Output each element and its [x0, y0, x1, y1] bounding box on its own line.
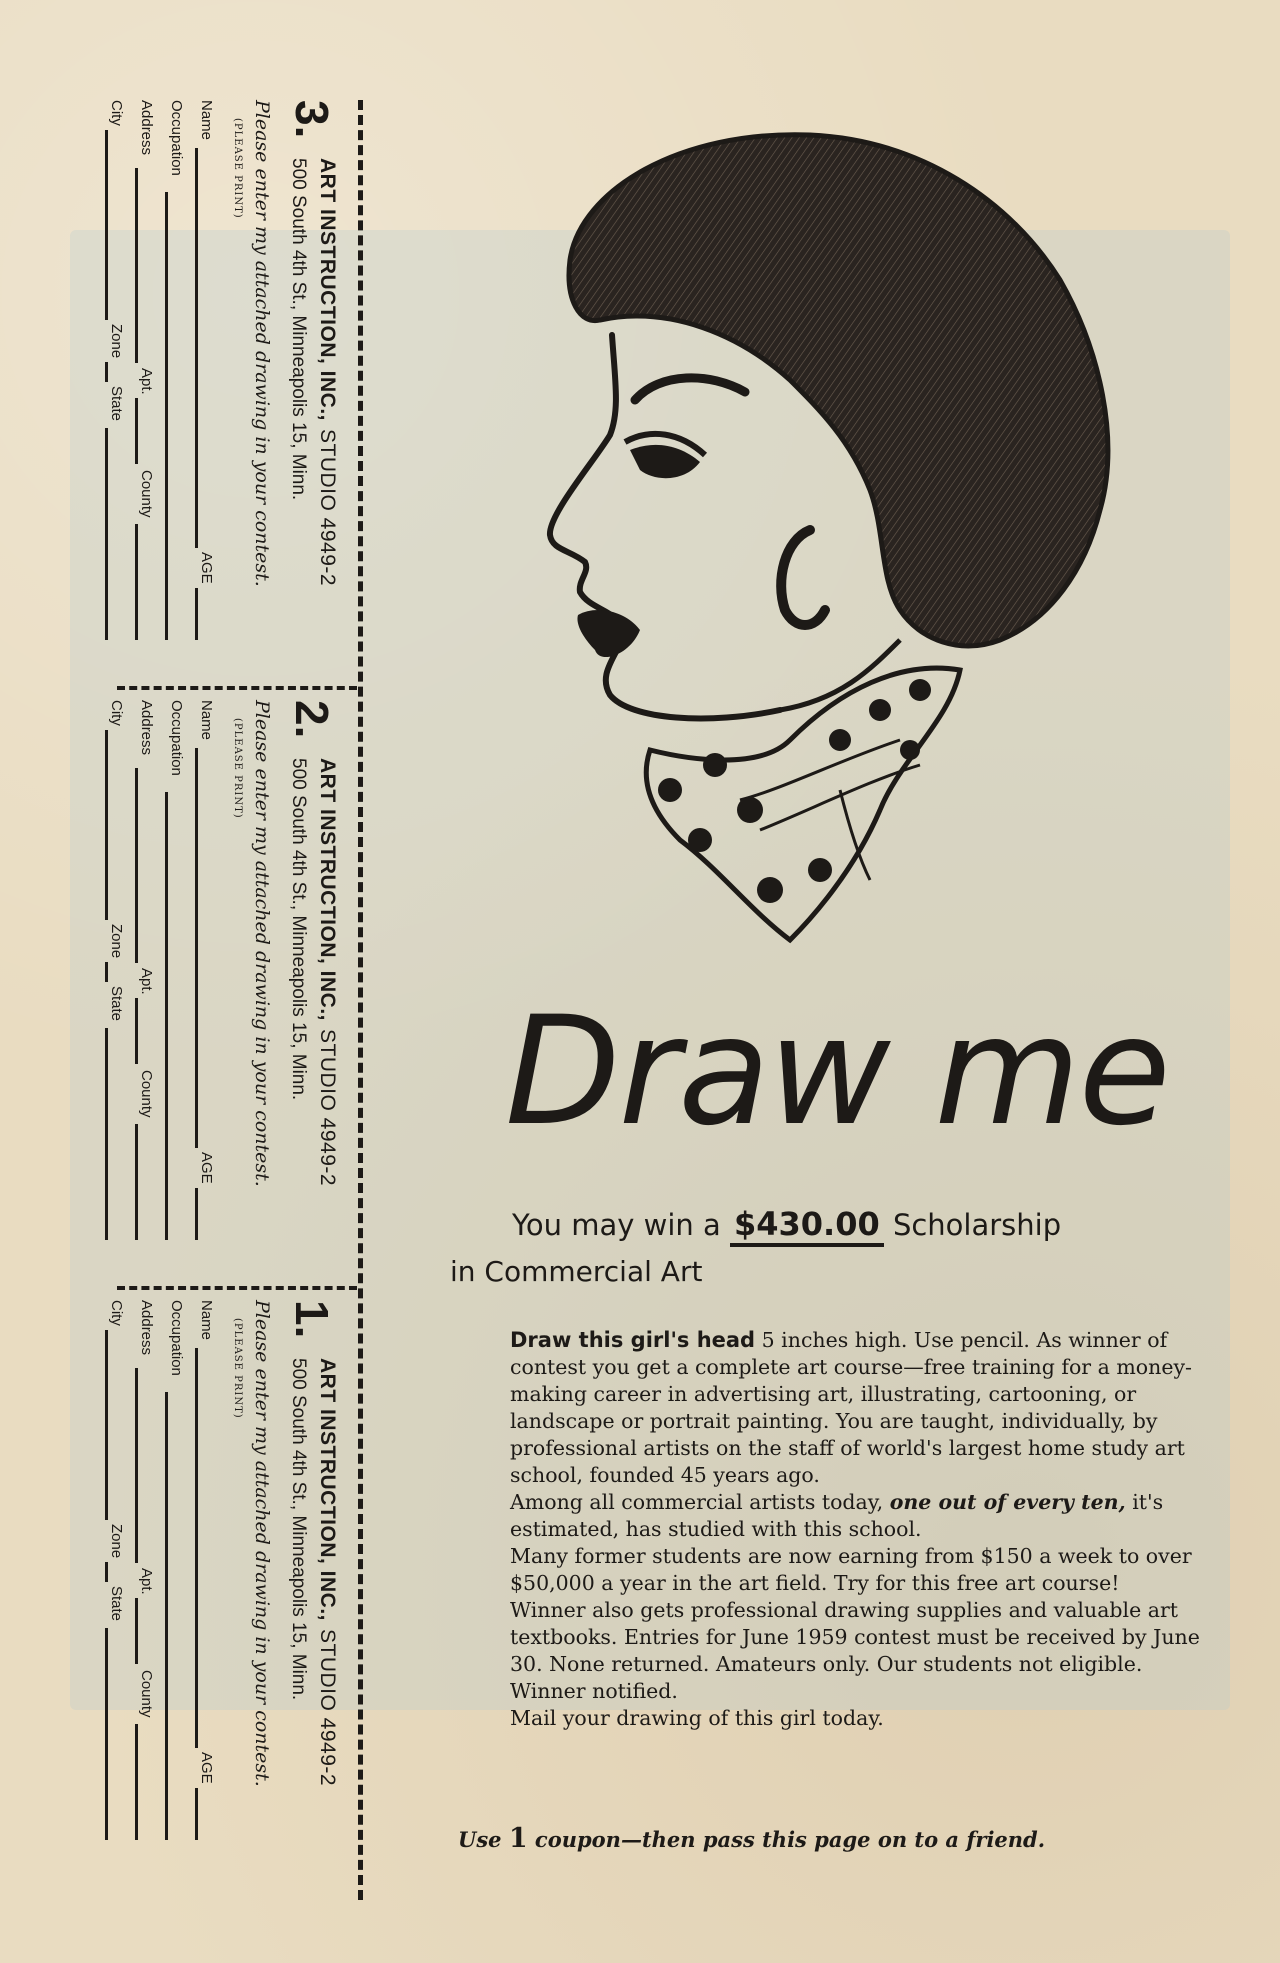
- state-label: State: [108, 386, 125, 422]
- footer-note: [458, 1823, 1045, 1854]
- address-label: Address: [138, 100, 155, 156]
- zone-line[interactable]: [105, 1562, 108, 1582]
- address-label: Address: [138, 700, 155, 756]
- body-paragraph-2: [510, 1489, 1200, 1543]
- occupation-line[interactable]: [165, 792, 168, 1240]
- address-line[interactable]: [135, 768, 138, 963]
- headline: Draw me: [505, 985, 1169, 1159]
- body-paragraph-1: [510, 1327, 1200, 1489]
- city-line[interactable]: [105, 730, 108, 920]
- state-label: State: [108, 986, 125, 1022]
- occupation-line[interactable]: [165, 192, 168, 640]
- scholarship-line: [512, 1205, 1061, 1243]
- occupation-field[interactable]: [165, 100, 185, 640]
- footer-text: Use: [458, 1827, 502, 1852]
- zone-label: Zone: [108, 1524, 125, 1559]
- coupon-number: 2.: [286, 700, 338, 739]
- lips: [577, 610, 640, 657]
- apt-line[interactable]: [135, 398, 138, 464]
- subhead-text: Scholarship: [892, 1208, 1062, 1242]
- ear: [781, 530, 825, 625]
- girl-head-illustration: [540, 110, 1150, 970]
- city-field[interactable]: [105, 1300, 125, 1840]
- city-label: City: [108, 1300, 125, 1326]
- eye: [630, 445, 700, 478]
- county-label: County: [138, 1670, 155, 1718]
- coupon-instruction: Please enter my attached drawing in your contest.: [251, 100, 273, 587]
- state-line[interactable]: [105, 1628, 108, 1840]
- company-name: ART INSTRUCTION, INC.,: [316, 1358, 339, 1621]
- coupon-number: 1.: [286, 1300, 338, 1339]
- occupation-label: Occupation: [168, 1300, 185, 1376]
- age-label: AGE: [198, 1752, 215, 1784]
- coupon-instruction: Please enter my attached drawing in your contest.: [251, 700, 273, 1187]
- county-line[interactable]: [135, 1124, 138, 1240]
- body-text: Among all commercial artists today,: [510, 1490, 884, 1514]
- state-line[interactable]: [105, 428, 108, 640]
- address-label: Address: [138, 1300, 155, 1356]
- apt-label: Apt.: [138, 968, 155, 995]
- occupation-line[interactable]: [165, 1392, 168, 1840]
- occupation-label: Occupation: [168, 100, 185, 176]
- zone-label: Zone: [108, 324, 125, 359]
- age-line[interactable]: [195, 588, 198, 640]
- coupon-company: [315, 758, 339, 1186]
- company-name: ART INSTRUCTION, INC.,: [316, 158, 339, 421]
- footer-number: 1: [508, 1823, 528, 1854]
- name-label: Name: [198, 700, 215, 741]
- company-name: ART INSTRUCTION, INC.,: [316, 758, 339, 1021]
- body-paragraph-4: Mail your drawing of this girl today.: [510, 1706, 884, 1730]
- body-lead: Draw this girl's head: [510, 1328, 756, 1352]
- please-print-note: (PLEASE PRINT): [232, 118, 243, 219]
- county-label: County: [138, 470, 155, 518]
- name-label: Name: [198, 1300, 215, 1341]
- city-line[interactable]: [105, 130, 108, 320]
- zone-line[interactable]: [105, 962, 108, 982]
- apt-label: Apt.: [138, 368, 155, 395]
- city-line[interactable]: [105, 1330, 108, 1520]
- coupon-address: 500 South 4th St., Minneapolis 15, Minn.: [288, 758, 309, 1101]
- occupation-field[interactable]: [165, 1300, 185, 1840]
- scholarship-amount: $430.00: [730, 1205, 884, 1247]
- name-field[interactable]: [195, 700, 215, 1240]
- coupon-strip: [105, 100, 365, 1900]
- studio-number: STUDIO 4949-2: [316, 1029, 339, 1187]
- zone-label: Zone: [108, 924, 125, 959]
- age-line[interactable]: [195, 1788, 198, 1840]
- studio-number: STUDIO 4949-2: [316, 429, 339, 587]
- occupation-field[interactable]: [165, 700, 185, 1240]
- city-field[interactable]: [105, 700, 125, 1240]
- name-field[interactable]: [195, 1300, 215, 1840]
- name-field[interactable]: [195, 100, 215, 640]
- zone-line[interactable]: [105, 362, 108, 382]
- scarf: [646, 668, 960, 940]
- coupon-instruction: Please enter my attached drawing in your contest.: [251, 1300, 273, 1787]
- coupon-company: [315, 158, 339, 586]
- city-field[interactable]: [105, 100, 125, 640]
- body-paragraph-3: Many former students are now earning from $150 a week to over $50,000 a year in the art field. Try for this free art course! Winner also gets professional drawing supplies and valuable art textbooks. Entries for June 1959 contest must be received by June 30. None returned. Amateurs only. Our students not eligible. Winner notified.: [510, 1544, 1200, 1703]
- cut-line: [358, 100, 363, 1900]
- coupon-divider: [117, 686, 357, 690]
- county-line[interactable]: [135, 524, 138, 640]
- subhead-text: You may win a: [512, 1208, 721, 1242]
- coupon-2: [108, 700, 347, 1280]
- apt-label: Apt.: [138, 1568, 155, 1595]
- body-text: it's estimated, has studied with this school.: [510, 1490, 1164, 1541]
- address-line[interactable]: [135, 1368, 138, 1563]
- coupon-address: 500 South 4th St., Minneapolis 15, Minn.: [288, 1358, 309, 1701]
- name-line[interactable]: [195, 148, 198, 548]
- city-label: City: [108, 700, 125, 726]
- scholarship-line-2: in Commercial Art: [450, 1255, 703, 1288]
- coupon-number: 3.: [286, 100, 338, 139]
- occupation-label: Occupation: [168, 700, 185, 776]
- scarf-knot-lines: [740, 740, 920, 880]
- county-label: County: [138, 1070, 155, 1118]
- coupon-address: 500 South 4th St., Minneapolis 15, Minn.: [288, 158, 309, 501]
- coupon-company: [315, 1358, 339, 1786]
- body-text: 5 inches high. Use pencil. As winner of contest you get a complete art course—free training for a money-making career in advertising art, illustrating, cartooning, or landscape or portrait painting. You are taught, individually, by professional artists on the staff of world's largest home study art school, founded 45 years ago.: [510, 1328, 1192, 1487]
- address-line[interactable]: [135, 168, 138, 363]
- name-line[interactable]: [195, 1348, 198, 1748]
- county-line[interactable]: [135, 1724, 138, 1840]
- age-label: AGE: [198, 552, 215, 584]
- address-field[interactable]: [135, 100, 155, 640]
- studio-number: STUDIO 4949-2: [316, 1629, 339, 1787]
- name-line[interactable]: [195, 748, 198, 1148]
- please-print-note: (PLEASE PRINT): [232, 1318, 243, 1419]
- eyebrow: [635, 378, 745, 400]
- city-label: City: [108, 100, 125, 126]
- address-field[interactable]: [135, 1300, 155, 1840]
- coupon-divider: [117, 1286, 357, 1290]
- apt-line[interactable]: [135, 1598, 138, 1664]
- apt-line[interactable]: [135, 998, 138, 1064]
- name-label: Name: [198, 100, 215, 141]
- footer-text: coupon—then pass this page on to a friend.: [534, 1827, 1046, 1852]
- age-line[interactable]: [195, 1188, 198, 1240]
- state-line[interactable]: [105, 1028, 108, 1240]
- address-field[interactable]: [135, 700, 155, 1240]
- state-label: State: [108, 1586, 125, 1622]
- body-emphasis: one out of every ten,: [889, 1490, 1126, 1514]
- age-label: AGE: [198, 1152, 215, 1184]
- body-copy: [510, 1327, 1200, 1732]
- please-print-note: (PLEASE PRINT): [232, 718, 243, 819]
- coupon-3: [108, 100, 347, 680]
- coupon-1: [108, 1300, 347, 1880]
